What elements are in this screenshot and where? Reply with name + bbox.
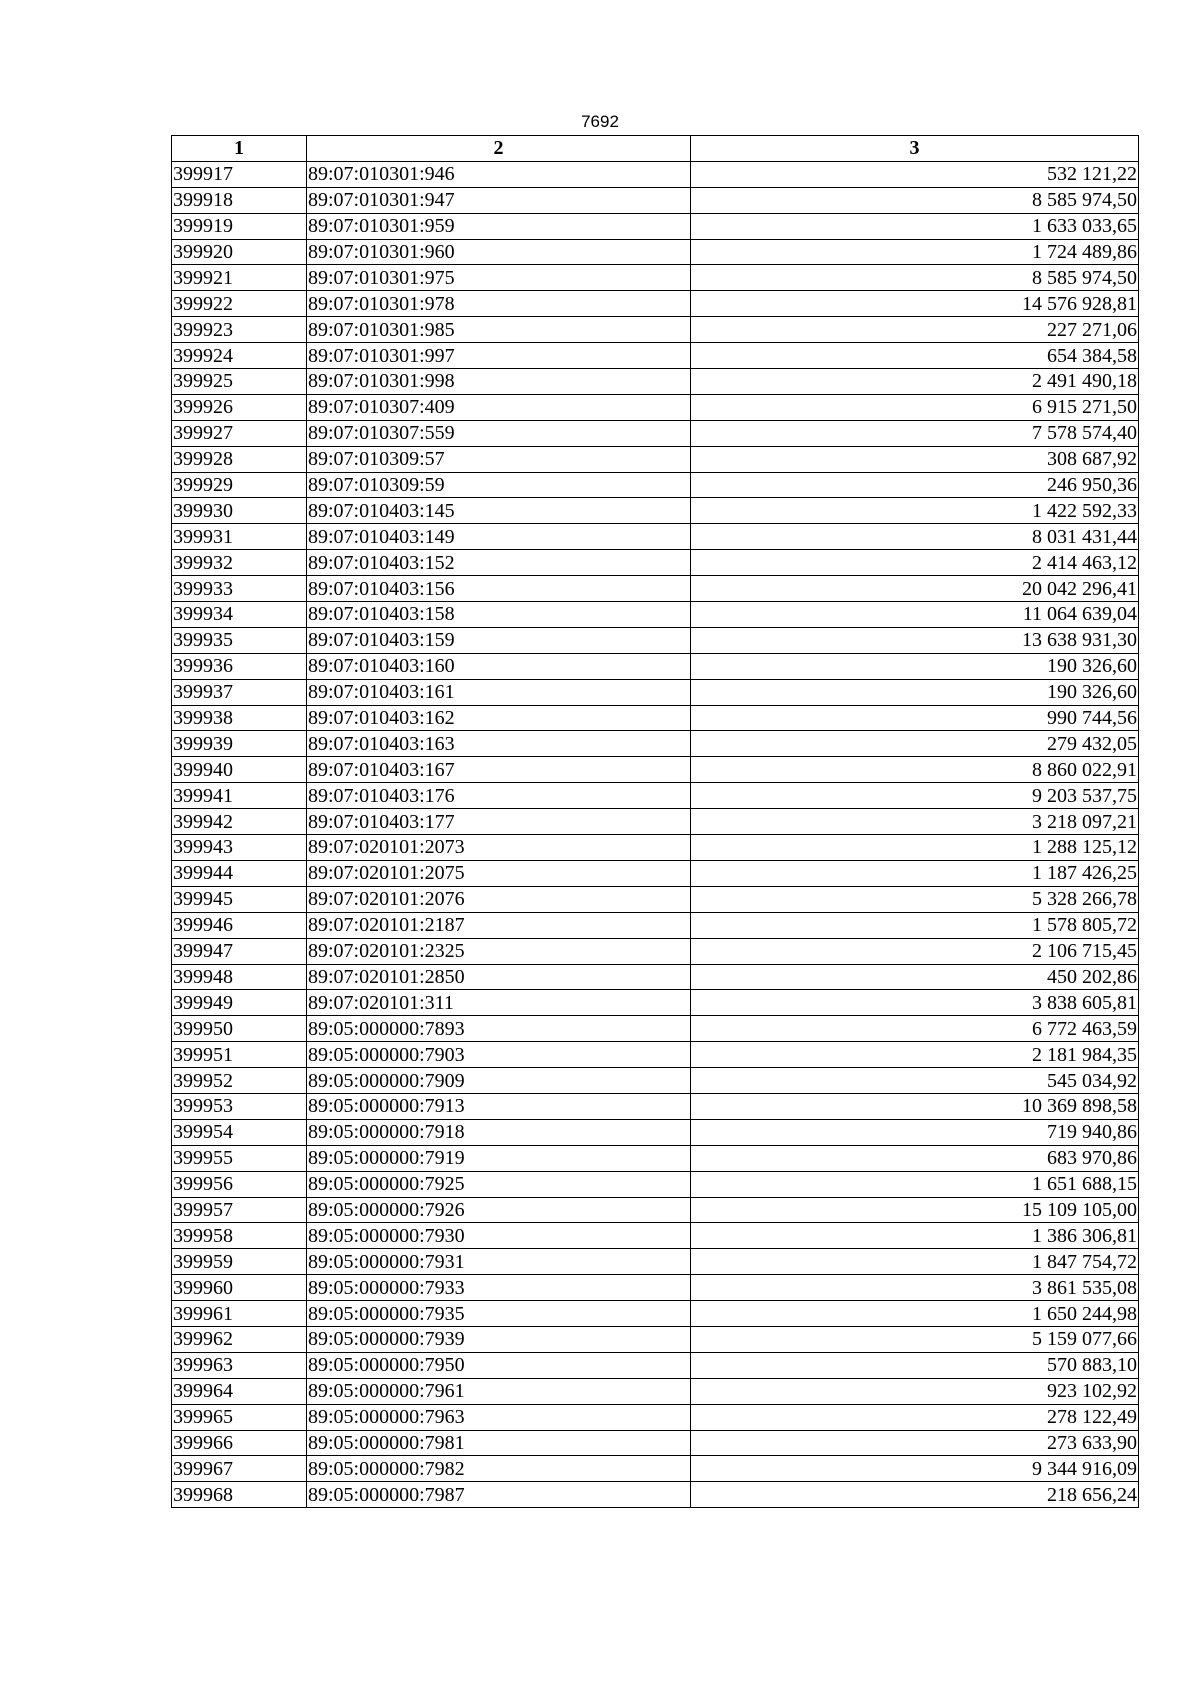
row-number-cell: 399947 [172, 938, 307, 964]
cadastral-number-cell: 89:05:000000:7903 [307, 1042, 691, 1068]
cadastral-number-cell: 89:07:010403:163 [307, 731, 691, 757]
value-cell: 2 491 490,18 [691, 369, 1139, 395]
value-cell: 190 326,60 [691, 653, 1139, 679]
cadastral-number-cell: 89:05:000000:7919 [307, 1145, 691, 1171]
row-number-cell: 399938 [172, 705, 307, 731]
cadastral-number-cell: 89:07:010301:946 [307, 161, 691, 187]
value-cell: 2 181 984,35 [691, 1042, 1139, 1068]
table-row [172, 187, 1139, 213]
row-number-cell: 399951 [172, 1042, 307, 1068]
value-cell: 20 042 296,41 [691, 576, 1139, 602]
row-number-cell: 399955 [172, 1145, 307, 1171]
value-cell: 719 940,86 [691, 1119, 1139, 1145]
table-row [172, 239, 1139, 265]
row-number-cell: 399930 [172, 498, 307, 524]
row-number-cell: 399927 [172, 420, 307, 446]
row-number-cell: 399936 [172, 653, 307, 679]
value-cell: 308 687,92 [691, 446, 1139, 472]
row-number-cell: 399934 [172, 602, 307, 628]
value-cell: 683 970,86 [691, 1145, 1139, 1171]
row-number-cell: 399948 [172, 964, 307, 990]
table-row [172, 394, 1139, 420]
cadastral-number-cell: 89:05:000000:7925 [307, 1171, 691, 1197]
value-cell: 1 187 426,25 [691, 860, 1139, 886]
table-row [172, 472, 1139, 498]
cadastral-number-cell: 89:07:010309:57 [307, 446, 691, 472]
table-row [172, 1119, 1139, 1145]
row-number-cell: 399919 [172, 213, 307, 239]
table-row [172, 1378, 1139, 1404]
data-table [171, 135, 1139, 1508]
row-number-cell: 399939 [172, 731, 307, 757]
row-number-cell: 399922 [172, 291, 307, 317]
row-number-cell: 399924 [172, 343, 307, 369]
value-cell: 3 861 535,08 [691, 1275, 1139, 1301]
cadastral-number-cell: 89:05:000000:7926 [307, 1197, 691, 1223]
table-row [172, 1042, 1139, 1068]
cadastral-number-cell: 89:07:020101:2325 [307, 938, 691, 964]
row-number-cell: 399945 [172, 886, 307, 912]
column-header-2: 2 [307, 136, 691, 162]
table-row [172, 912, 1139, 938]
table-row [172, 1430, 1139, 1456]
cadastral-number-cell: 89:07:020101:2073 [307, 835, 691, 861]
row-number-cell: 399966 [172, 1430, 307, 1456]
table-row [172, 1016, 1139, 1042]
table-header [172, 136, 1139, 162]
column-header-1: 1 [172, 136, 307, 162]
cadastral-number-cell: 89:05:000000:7930 [307, 1223, 691, 1249]
cadastral-number-cell: 89:07:010403:167 [307, 757, 691, 783]
row-number-cell: 399954 [172, 1119, 307, 1145]
value-cell: 654 384,58 [691, 343, 1139, 369]
row-number-cell: 399953 [172, 1093, 307, 1119]
row-number-cell: 399960 [172, 1275, 307, 1301]
table-row [172, 498, 1139, 524]
table-row [172, 627, 1139, 653]
cadastral-number-cell: 89:05:000000:7982 [307, 1456, 691, 1482]
row-number-cell: 399961 [172, 1301, 307, 1327]
table-row [172, 1093, 1139, 1119]
value-cell: 2 414 463,12 [691, 550, 1139, 576]
row-number-cell: 399929 [172, 472, 307, 498]
table-row [172, 161, 1139, 187]
table-row [172, 731, 1139, 757]
table-row [172, 1275, 1139, 1301]
page-number: 7692 [581, 112, 619, 131]
value-cell: 2 106 715,45 [691, 938, 1139, 964]
table-row [172, 886, 1139, 912]
value-cell: 5 328 266,78 [691, 886, 1139, 912]
table-row [172, 1145, 1139, 1171]
cadastral-number-cell: 89:07:010403:149 [307, 524, 691, 550]
row-number-cell: 399946 [172, 912, 307, 938]
value-cell: 8 031 431,44 [691, 524, 1139, 550]
value-cell: 532 121,22 [691, 161, 1139, 187]
row-number-cell: 399944 [172, 860, 307, 886]
table-body [172, 161, 1139, 1507]
table-row [172, 1068, 1139, 1094]
row-number-cell: 399965 [172, 1404, 307, 1430]
table-row [172, 783, 1139, 809]
value-cell: 3 218 097,21 [691, 809, 1139, 835]
cadastral-number-cell: 89:07:010403:176 [307, 783, 691, 809]
row-number-cell: 399958 [172, 1223, 307, 1249]
value-cell: 8 585 974,50 [691, 187, 1139, 213]
table-row [172, 602, 1139, 628]
cadastral-number-cell: 89:07:010301:978 [307, 291, 691, 317]
cadastral-number-cell: 89:05:000000:7909 [307, 1068, 691, 1094]
row-number-cell: 399932 [172, 550, 307, 576]
cadastral-number-cell: 89:07:010307:409 [307, 394, 691, 420]
value-cell: 6 915 271,50 [691, 394, 1139, 420]
table-row [172, 964, 1139, 990]
value-cell: 13 638 931,30 [691, 627, 1139, 653]
value-cell: 6 772 463,59 [691, 1016, 1139, 1042]
row-number-cell: 399962 [172, 1326, 307, 1352]
cadastral-number-cell: 89:07:010309:59 [307, 472, 691, 498]
cadastral-number-cell: 89:05:000000:7935 [307, 1301, 691, 1327]
table-row [172, 1197, 1139, 1223]
table-row [172, 291, 1139, 317]
table-row [172, 265, 1139, 291]
row-number-cell: 399925 [172, 369, 307, 395]
cadastral-number-cell: 89:07:020101:2076 [307, 886, 691, 912]
value-cell: 246 950,36 [691, 472, 1139, 498]
row-number-cell: 399943 [172, 835, 307, 861]
cadastral-number-cell: 89:05:000000:7931 [307, 1249, 691, 1275]
row-number-cell: 399968 [172, 1482, 307, 1508]
row-number-cell: 399918 [172, 187, 307, 213]
table-row [172, 420, 1139, 446]
cadastral-number-cell: 89:07:010301:960 [307, 239, 691, 265]
table-row [172, 1301, 1139, 1327]
value-cell: 227 271,06 [691, 317, 1139, 343]
row-number-cell: 399933 [172, 576, 307, 602]
value-cell: 450 202,86 [691, 964, 1139, 990]
row-number-cell: 399956 [172, 1171, 307, 1197]
row-number-cell: 399950 [172, 1016, 307, 1042]
cadastral-number-cell: 89:07:010403:160 [307, 653, 691, 679]
cadastral-number-cell: 89:07:010403:158 [307, 602, 691, 628]
cadastral-number-cell: 89:05:000000:7981 [307, 1430, 691, 1456]
cadastral-number-cell: 89:05:000000:7933 [307, 1275, 691, 1301]
row-number-cell: 399941 [172, 783, 307, 809]
cadastral-number-cell: 89:07:010403:159 [307, 627, 691, 653]
cadastral-number-cell: 89:07:010403:177 [307, 809, 691, 835]
value-cell: 1 288 125,12 [691, 835, 1139, 861]
cadastral-number-cell: 89:05:000000:7987 [307, 1482, 691, 1508]
row-number-cell: 399957 [172, 1197, 307, 1223]
value-cell: 8 860 022,91 [691, 757, 1139, 783]
row-number-cell: 399928 [172, 446, 307, 472]
value-cell: 190 326,60 [691, 679, 1139, 705]
table-row [172, 576, 1139, 602]
cadastral-number-cell: 89:07:020101:2850 [307, 964, 691, 990]
value-cell: 3 838 605,81 [691, 990, 1139, 1016]
row-number-cell: 399942 [172, 809, 307, 835]
cadastral-number-cell: 89:07:010301:959 [307, 213, 691, 239]
cadastral-number-cell: 89:05:000000:7939 [307, 1326, 691, 1352]
value-cell: 545 034,92 [691, 1068, 1139, 1094]
value-cell: 273 633,90 [691, 1430, 1139, 1456]
value-cell: 7 578 574,40 [691, 420, 1139, 446]
table-row [172, 705, 1139, 731]
table-row [172, 990, 1139, 1016]
row-number-cell: 399952 [172, 1068, 307, 1094]
header-row [172, 136, 1139, 162]
value-cell: 218 656,24 [691, 1482, 1139, 1508]
row-number-cell: 399959 [172, 1249, 307, 1275]
value-cell: 1 724 489,86 [691, 239, 1139, 265]
cadastral-number-cell: 89:07:010403:156 [307, 576, 691, 602]
row-number-cell: 399940 [172, 757, 307, 783]
value-cell: 9 203 537,75 [691, 783, 1139, 809]
cadastral-number-cell: 89:07:010301:975 [307, 265, 691, 291]
row-number-cell: 399967 [172, 1456, 307, 1482]
cadastral-number-cell: 89:07:020101:311 [307, 990, 691, 1016]
value-cell: 1 422 592,33 [691, 498, 1139, 524]
table-row [172, 1171, 1139, 1197]
table-row [172, 860, 1139, 886]
cadastral-number-cell: 89:07:010301:985 [307, 317, 691, 343]
value-cell: 1 847 754,72 [691, 1249, 1139, 1275]
cadastral-number-cell: 89:07:010301:947 [307, 187, 691, 213]
value-cell: 279 432,05 [691, 731, 1139, 757]
table-row [172, 369, 1139, 395]
cadastral-number-cell: 89:05:000000:7963 [307, 1404, 691, 1430]
table-row [172, 653, 1139, 679]
value-cell: 990 744,56 [691, 705, 1139, 731]
table-row [172, 1326, 1139, 1352]
table-row [172, 1404, 1139, 1430]
table-row [172, 938, 1139, 964]
value-cell: 570 883,10 [691, 1352, 1139, 1378]
cadastral-number-cell: 89:07:010301:997 [307, 343, 691, 369]
value-cell: 1 386 306,81 [691, 1223, 1139, 1249]
row-number-cell: 399949 [172, 990, 307, 1016]
table-row [172, 1456, 1139, 1482]
row-number-cell: 399920 [172, 239, 307, 265]
value-cell: 15 109 105,00 [691, 1197, 1139, 1223]
table-row [172, 317, 1139, 343]
table-row [172, 1249, 1139, 1275]
table-row [172, 343, 1139, 369]
value-cell: 1 633 033,65 [691, 213, 1139, 239]
cadastral-number-cell: 89:07:010403:161 [307, 679, 691, 705]
table-row [172, 550, 1139, 576]
value-cell: 14 576 928,81 [691, 291, 1139, 317]
table-row [172, 1352, 1139, 1378]
cadastral-number-cell: 89:07:010403:162 [307, 705, 691, 731]
row-number-cell: 399923 [172, 317, 307, 343]
column-header-3: 3 [691, 136, 1139, 162]
row-number-cell: 399926 [172, 394, 307, 420]
table-row [172, 1482, 1139, 1508]
cadastral-number-cell: 89:07:010403:152 [307, 550, 691, 576]
row-number-cell: 399931 [172, 524, 307, 550]
value-cell: 923 102,92 [691, 1378, 1139, 1404]
cadastral-number-cell: 89:05:000000:7961 [307, 1378, 691, 1404]
value-cell: 9 344 916,09 [691, 1456, 1139, 1482]
cadastral-number-cell: 89:05:000000:7950 [307, 1352, 691, 1378]
table-row [172, 809, 1139, 835]
cadastral-number-cell: 89:05:000000:7913 [307, 1093, 691, 1119]
cadastral-number-cell: 89:07:010307:559 [307, 420, 691, 446]
value-cell: 5 159 077,66 [691, 1326, 1139, 1352]
value-cell: 8 585 974,50 [691, 265, 1139, 291]
row-number-cell: 399921 [172, 265, 307, 291]
row-number-cell: 399917 [172, 161, 307, 187]
value-cell: 11 064 639,04 [691, 602, 1139, 628]
row-number-cell: 399935 [172, 627, 307, 653]
cadastral-number-cell: 89:07:010403:145 [307, 498, 691, 524]
row-number-cell: 399963 [172, 1352, 307, 1378]
table-row [172, 757, 1139, 783]
table-row [172, 524, 1139, 550]
cadastral-number-cell: 89:05:000000:7918 [307, 1119, 691, 1145]
cadastral-number-cell: 89:05:000000:7893 [307, 1016, 691, 1042]
row-number-cell: 399937 [172, 679, 307, 705]
table-row [172, 446, 1139, 472]
table-row [172, 1223, 1139, 1249]
value-cell: 1 578 805,72 [691, 912, 1139, 938]
value-cell: 1 650 244,98 [691, 1301, 1139, 1327]
table-row [172, 679, 1139, 705]
row-number-cell: 399964 [172, 1378, 307, 1404]
value-cell: 1 651 688,15 [691, 1171, 1139, 1197]
value-cell: 278 122,49 [691, 1404, 1139, 1430]
cadastral-number-cell: 89:07:020101:2187 [307, 912, 691, 938]
cadastral-number-cell: 89:07:010301:998 [307, 369, 691, 395]
table-row [172, 835, 1139, 861]
table-row [172, 213, 1139, 239]
value-cell: 10 369 898,58 [691, 1093, 1139, 1119]
cadastral-number-cell: 89:07:020101:2075 [307, 860, 691, 886]
